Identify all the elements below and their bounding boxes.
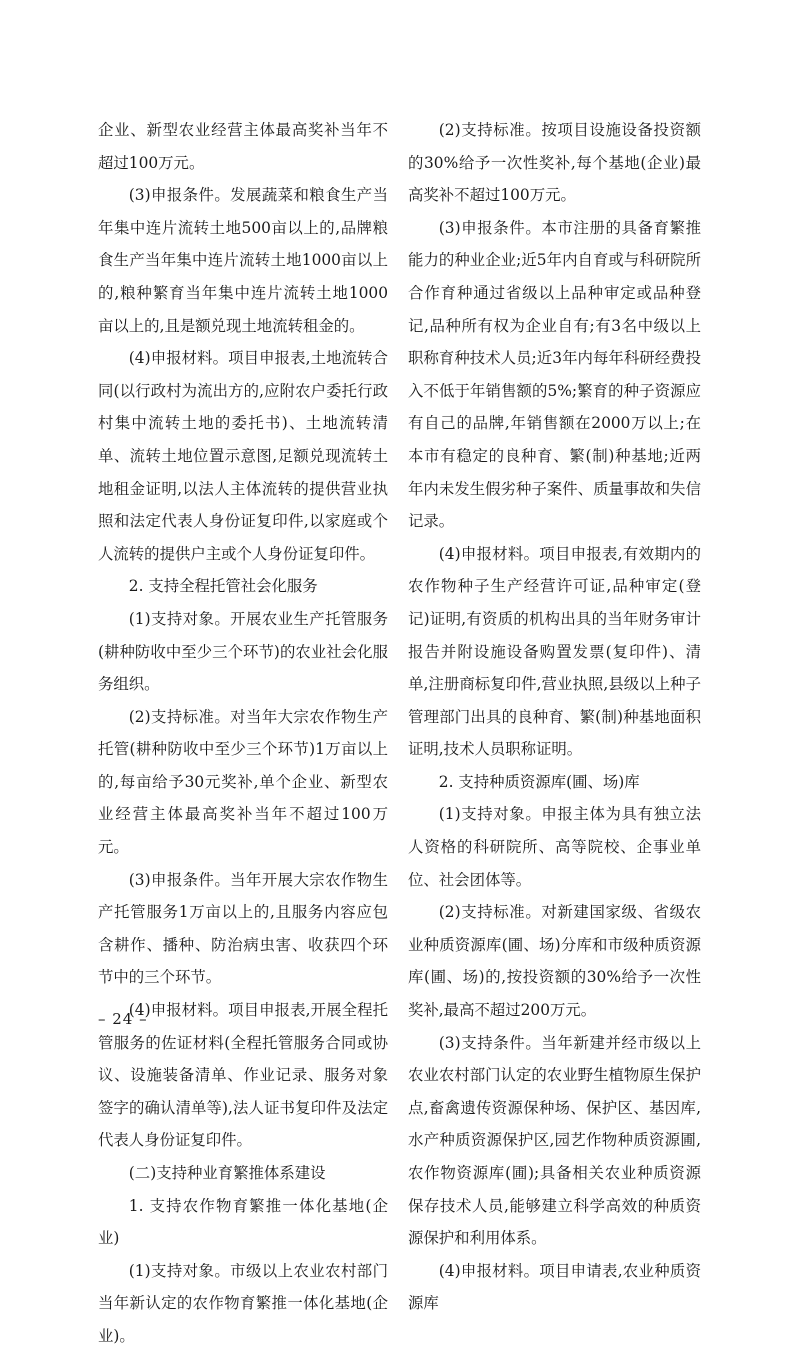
paragraph: (2)支持标准。对新建国家级、省级农业种质资源库(圃、场)分库和市级种质资源库(圃、场)的,按投资额的30%给予一次性奖补,最高不超过200万元。: [408, 903, 701, 1020]
paragraph: (1)支持对象。市级以上农业农村部门当年新认定的农作物育繁推一体化基地(企业)。: [98, 1261, 388, 1345]
paragraph: (4)申报材料。项目申报表,土地流转合同(以行政村为流出方的,应附农户委托行政村集中流转土地的委托书)、土地流转清单、流转土地位置示意图,足额兑现流转土地租金证明,以法人主体流转的提供营业执照和法定代表人身份证复印件,以家庭或个人流转的提供户主或个人身份证复印件。: [98, 349, 388, 563]
paragraph: (3)支持条件。当年新建并经市级以上农业农村部门认定的农业野生植物原生保护点,畜禽遗传资源保种场、保护区、基因库,水产种质资源保护区,园艺作物种质资源圃,农作物资源库(圃);具备相关农业种质资源保存技术人员,能够建立科学高效的种质资源保护和利用体系。: [408, 1033, 701, 1248]
left-column: [98, 114, 388, 1353]
paragraph: (4)申报材料。项目申请表,农业种质资源库: [408, 1261, 701, 1313]
page-number: – 24 –: [98, 1010, 148, 1028]
paragraph: (2)支持标准。按项目设施设备投资额的30%给予一次性奖补,每个基地(企业)最高奖补不超过100万元。: [408, 121, 701, 205]
paragraph: (1)支持对象。申报主体为具有独立法人资格的科研院所、高等院校、企事业单位、社会团体等。: [408, 805, 701, 889]
right-column: [408, 114, 701, 1320]
paragraph: (2)支持标准。对当年大宗农作物生产托管(耕种防收中至少三个环节)1万亩以上的,每亩给予30元奖补,单个企业、新型农业经营主体最高奖补当年不超过100万元。: [98, 707, 388, 857]
paragraph: (4)申报材料。项目申报表,有效期内的农作物种子生产经营许可证,品种审定(登记)证明,有资质的机构出具的当年财务审计报告并附设施设备购置发票(复印件)、清单,注册商标复印件,营业执照,县级以上种子管理部门出具的良种育、繁(制)种基地面积证明,技术人员职称证明。: [408, 544, 701, 759]
paragraph: 1. 支持农作物育繁推一体化基地(企业): [98, 1196, 388, 1248]
paragraph: 2. 支持种质资源库(圃、场)库: [438, 772, 640, 791]
paragraph: (1)支持对象。开展农业生产托管服务(耕种防收中至少三个环节)的农业社会化服务组织。: [98, 609, 388, 694]
paragraph: (二)支持种业育繁推体系建设: [128, 1164, 326, 1182]
paragraph: (4)申报材料。项目申报表,开展全程托管服务的佐证材料(全程托管服务合同或协议、设施装备清单、作业记录、服务对象签字的确认清单等),法人证书复印件及法定代表人身份证复印件。: [98, 1001, 388, 1150]
paragraph: (3)申报条件。当年开展大宗农作物生产托管服务1万亩以上的,且服务内容应包含耕作、播种、防治病虫害、收获四个环节中的三个环节。: [98, 870, 388, 987]
paragraph: (3)申报条件。发展蔬菜和粮食生产当年集中连片流转土地500亩以上的,品牌粮食生产当年集中连片流转土地1000亩以上的,粮种繁育当年集中连片流转土地1000亩以上的,且是额兑现土地流转租金的。: [98, 186, 388, 335]
paragraph: 企业、新型农业经营主体最高奖补当年不超过100万元。: [98, 121, 388, 172]
paragraph: (3)申报条件。本市注册的具备育繁推能力的种业企业;近5年内自育或与科研院所合作育种通过省级以上品种审定或品种登记,品种所有权为企业自有;有3名中级以上职称育种技术人员;近3年内每年科研经费投入不低于年销售额的5%;繁育的种子资源应有自己的品牌,年销售额在2000万以上;在本市有稳定的良种育、繁(制)种基地;近两年内未发生假劣种子案件、质量事故和失信记录。: [408, 218, 701, 531]
paragraph: 2. 支持全程托管社会化服务: [128, 577, 318, 596]
